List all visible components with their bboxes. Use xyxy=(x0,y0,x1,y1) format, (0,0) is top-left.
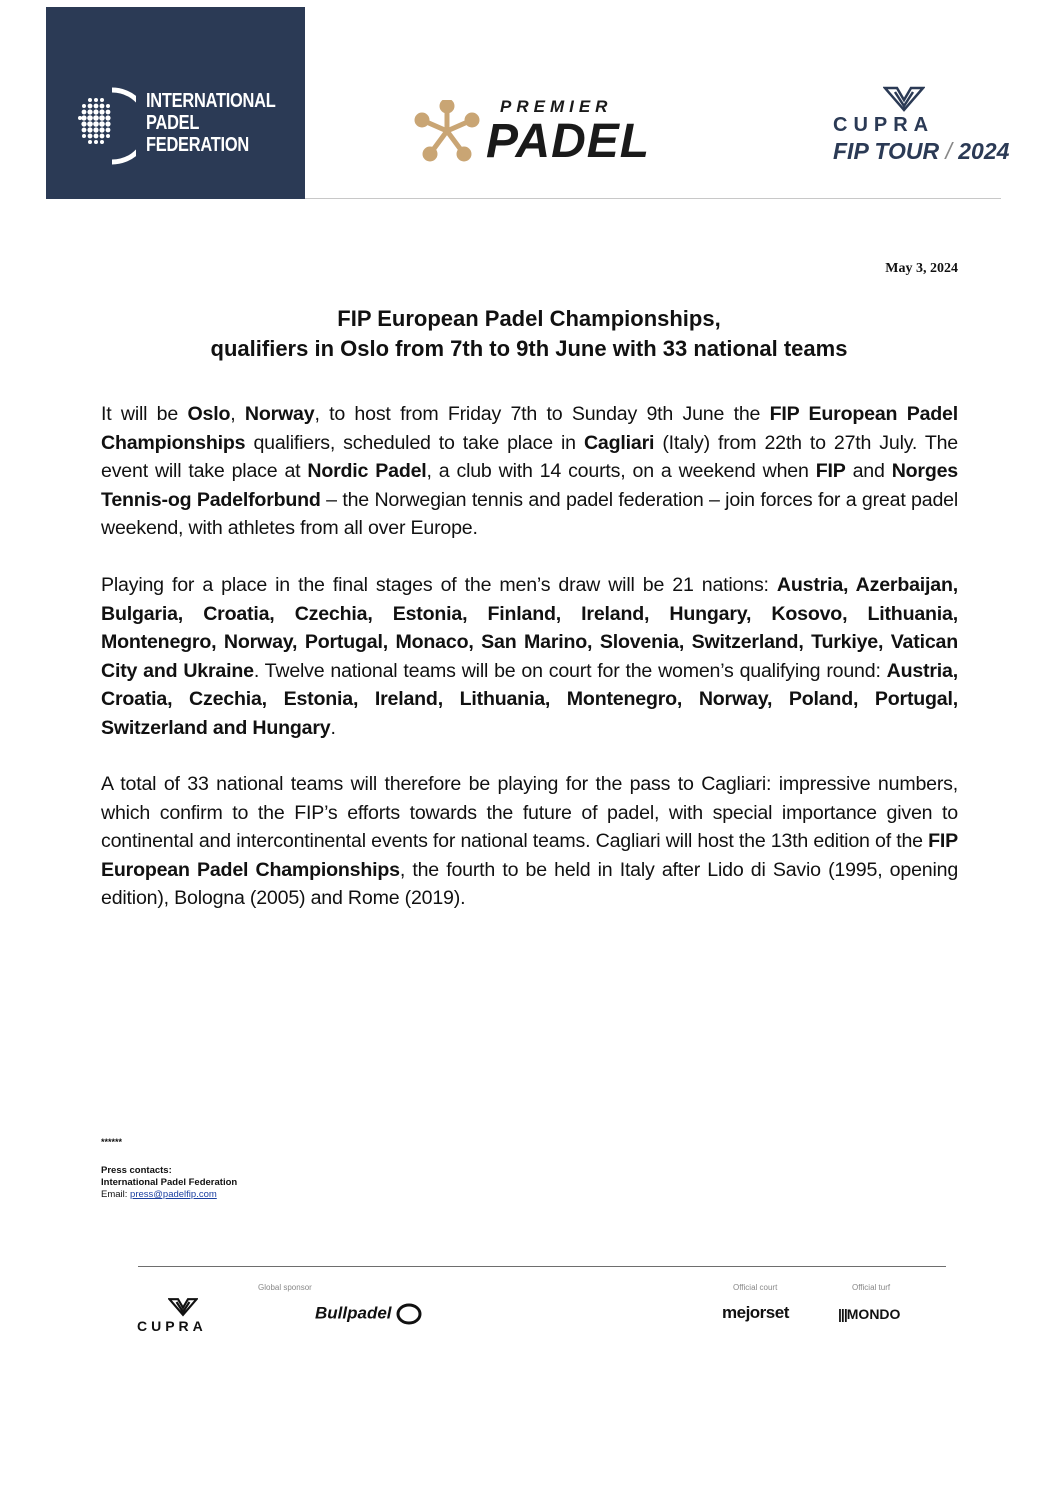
footer-divider xyxy=(138,1266,946,1267)
cupra-footer-logo: CUPRA xyxy=(137,1318,207,1334)
fip-tour-logo: FIP TOUR / 2024 xyxy=(833,138,1010,164)
paragraph-1 xyxy=(101,400,958,543)
text-run: , the fourth to be held in Italy after Lido di Savio (1995, opening edition), Bologna (2005) and Rome (2019). xyxy=(101,858,959,910)
bullpadel-racket-icon xyxy=(396,1303,422,1325)
text-run: Playing for a place in the final stages of the men’s draw will be 21 nations: xyxy=(101,574,777,596)
text-run: – the Norwegian tennis and padel federation – join forces for a great padel weekend, with athletes from all over Europe. xyxy=(101,488,958,540)
paragraph-2 xyxy=(101,571,958,743)
text-run: A total of 33 national teams will therefore be playing for the pass to Cagliari: impressive numbers, which confirm to the FIP’s efforts towards the future of padel, with special importance given to continental and intercontinental events for national teams. Cagliari will host the 13th edition of the xyxy=(101,773,958,853)
title-line-1: FIP European Padel Championships, xyxy=(337,306,721,331)
fip-ball-icon xyxy=(76,86,136,166)
separator: ****** xyxy=(101,1137,123,1147)
cupra-logo-word: CUPRA xyxy=(833,114,935,136)
official-court-label: Official court xyxy=(733,1283,778,1292)
title-line-2: qualifiers in Oslo from 7th to 9th June with 33 national teams xyxy=(210,336,848,361)
text-run: Oslo xyxy=(187,403,231,425)
text-run: , to host from Friday 7th to Sunday 9th June the xyxy=(314,403,770,425)
text-run: (Italy) from 22th to 27th July. The event will take place at xyxy=(101,431,959,483)
premier-padel-star-icon xyxy=(412,100,482,162)
text-run: Cagliari xyxy=(583,431,655,454)
release-date: May 3, 2024 xyxy=(885,261,958,276)
email-label: Email: xyxy=(101,1189,131,1200)
fip-tour-label: FIP TOUR xyxy=(833,138,940,164)
bullpadel-word: Bullpadel xyxy=(315,1303,392,1323)
text-run: Austria, Azerbaijan, Bulgaria, Croatia, Czechia, Estonia, Finland, Ireland, Hungary, Kosovo, Lithuania, Montenegro, Norway, Portugal, Monaco, San Marino, Slovenia, Switzerland, Turkiye, Vatican City and Ukraine xyxy=(101,574,958,682)
cupra-icon xyxy=(883,86,925,112)
contacts-org: International Padel Federation xyxy=(101,1177,238,1188)
text-run: FIP European Padel Championships xyxy=(101,830,958,881)
fip-tour-year: 2024 xyxy=(958,138,1010,164)
text-run: qualifiers, scheduled to take place in xyxy=(245,431,584,454)
text-run: Nordic Padel xyxy=(307,460,427,483)
global-sponsor-label: Global sponsor xyxy=(258,1283,312,1292)
fip-logo-line-1: INTERNATIONAL xyxy=(146,90,276,112)
text-run: , a club with 14 courts, on a weekend when xyxy=(426,460,816,483)
fip-logo-line-2: PADEL xyxy=(146,112,200,134)
contacts-heading: Press contacts: xyxy=(101,1165,172,1176)
bullpadel-logo xyxy=(315,1303,422,1325)
text-run: It will be xyxy=(101,403,188,425)
header-divider xyxy=(305,198,1001,199)
fip-logo-line-3: FEDERATION xyxy=(146,134,249,156)
press-release-title xyxy=(0,304,1058,364)
paragraph-3 xyxy=(101,770,958,913)
mejorset-logo: mejorset xyxy=(722,1303,789,1322)
text-run: , xyxy=(230,403,245,425)
official-turf-label: Official turf xyxy=(852,1283,891,1292)
text-run: Austria, Croatia, Czechia, Estonia, Ireland, Lithuania, Montenegro, Norway, Poland, Portugal, Switzerland and Hungary xyxy=(101,659,958,739)
premier-logo-word: PREMIER xyxy=(500,97,613,116)
email-link[interactable]: press@padelfip.com xyxy=(130,1189,217,1200)
mondo-word: MONDO xyxy=(846,1306,901,1322)
mondo-logo: |||MONDO xyxy=(838,1306,901,1322)
text-run: FIP European Padel Championships xyxy=(101,403,958,454)
press-contacts xyxy=(101,1165,237,1201)
padel-logo-word: PADEL xyxy=(486,115,651,168)
text-run: . xyxy=(330,716,336,739)
text-run: . Twelve national teams will be on court for the women’s qualifying round: xyxy=(253,659,887,682)
text-run: and xyxy=(845,460,892,483)
cupra-footer-icon xyxy=(168,1297,198,1317)
text-run: Norges Tennis-og Padelforbund xyxy=(101,460,958,511)
fip-logo-text xyxy=(146,90,276,156)
text-run: Norway xyxy=(244,403,315,425)
text-run: FIP xyxy=(815,460,846,483)
